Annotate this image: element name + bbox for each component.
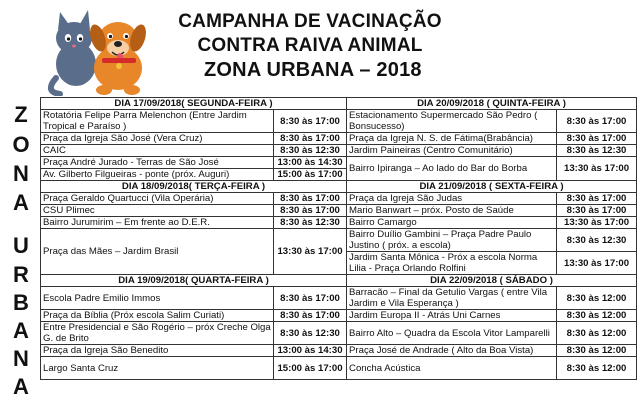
time-cell: 8:30 às 17:00 <box>274 287 347 310</box>
day-header-row <box>41 275 637 287</box>
vertical-zona-urbana-label <box>6 100 36 400</box>
time-cell: 8:30 às 12:00 <box>557 310 637 322</box>
title-line-1: CAMPANHA DE VACINAÇÃO <box>178 11 442 32</box>
time-cell: 8:30 às 12:30 <box>274 217 347 229</box>
time-cell: 15:00 às 17:00 <box>274 357 347 380</box>
place-text: Jardim Santa Mônica - Próx a escola Norma Lilia - Praça Orlando Rolfini <box>349 252 538 274</box>
side-letter: R <box>13 262 29 287</box>
place-cell <box>347 252 557 275</box>
side-letter: O <box>12 132 30 157</box>
table-row <box>41 310 637 322</box>
place-cell: Concha Acústica <box>347 357 557 380</box>
place-cell: Praça da Bíblia (Próx escola Salim Curiati) <box>41 310 274 322</box>
side-letter: N <box>13 161 29 186</box>
place-cell <box>347 229 557 252</box>
side-letter: A <box>13 190 29 215</box>
place-cell: CSU Plimec <box>41 205 274 217</box>
title-line-3: ZONA URBANA – 2018 <box>204 59 422 81</box>
day-header: DIA 22/09/2018 ( SÁBADO ) <box>347 275 637 287</box>
day-header-row <box>41 181 637 193</box>
place-cell: Escola Padre Emilio Immos <box>41 287 274 310</box>
table-row <box>41 229 637 252</box>
place-cell: Praça José de Andrade ( Alto da Boa Vista) <box>347 345 557 357</box>
time-cell: 13:00 às 14:30 <box>274 345 347 357</box>
time-cell: 8:30 às 12:00 <box>557 322 637 345</box>
place-text: Rotatória Felipe Parra Melenchon (Entre Jardim Tropical e Paraíso ) <box>43 110 247 132</box>
place-cell: Largo Santa Cruz <box>41 357 274 380</box>
table-row <box>41 357 637 380</box>
time-cell: 8:30 às 12:30 <box>557 229 637 252</box>
place-cell: Av. Gilberto Filgueiras - ponte (próx. Auguri) <box>41 169 274 181</box>
place-cell: Jardim Europa II - Atrás Uni Carnes <box>347 310 557 322</box>
day-header: DIA 17/09/2018( SEGUNDA-FEIRA ) <box>41 98 347 110</box>
side-letter: B <box>13 290 29 315</box>
time-cell: 13:30 às 17:00 <box>557 217 637 229</box>
time-cell: 15:00 às 17:00 <box>274 169 347 181</box>
place-text: Entre Presidencial e São Rogério – próx Creche Olga G. de Brito <box>43 322 271 344</box>
table-row <box>41 205 637 217</box>
table-row <box>41 157 637 169</box>
time-cell: 8:30 às 17:00 <box>274 193 347 205</box>
side-letter: U <box>13 233 29 258</box>
day-header-row <box>41 98 637 110</box>
time-cell: 8:30 às 17:00 <box>274 310 347 322</box>
place-cell <box>41 322 274 345</box>
place-text: Estacionamento Supermercado São Pedro ( Bonsucesso) <box>349 110 538 132</box>
day-header: DIA 20/09/2018 ( QUINTA-FEIRA ) <box>347 98 637 110</box>
time-cell: 8:30 às 12:30 <box>274 145 347 157</box>
table-row <box>41 133 637 145</box>
time-cell: 8:30 às 17:00 <box>274 110 347 133</box>
time-cell: 8:30 às 17:00 <box>557 193 637 205</box>
place-cell: Bairro Ipiranga – Ao lado do Bar do Borba <box>347 157 557 181</box>
place-cell: Mario Banwart – próx. Posto de Saúde <box>347 205 557 217</box>
day-header: DIA 21/09/2018 ( SEXTA-FEIRA ) <box>347 181 637 193</box>
table-row <box>41 193 637 205</box>
place-cell: Praça da Igreja São Benedito <box>41 345 274 357</box>
table-row <box>41 110 637 133</box>
place-cell: Praça das Mães – Jardim Brasil <box>41 229 274 275</box>
table-row <box>41 217 637 229</box>
table-row <box>41 322 637 345</box>
title-line-2: CONTRA RAIVA ANIMAL <box>197 35 423 56</box>
place-cell <box>347 322 557 345</box>
vaccination-schedule-table <box>40 97 637 380</box>
place-cell: Bairro Jurumirim – Em frente ao D.E.R. <box>41 217 274 229</box>
time-cell: 8:30 às 12:30 <box>557 145 637 157</box>
place-cell: Jardim Paineiras (Centro Comunitário) <box>347 145 557 157</box>
time-cell: 8:30 às 12:30 <box>274 322 347 345</box>
place-cell: CAIC <box>41 145 274 157</box>
time-cell: 8:30 às 12:00 <box>557 345 637 357</box>
place-cell: Praça da Igreja São José (Vera Cruz) <box>41 133 274 145</box>
side-letter: Z <box>14 102 28 127</box>
place-cell: Bairro Camargo <box>347 217 557 229</box>
table-row <box>41 345 637 357</box>
time-cell: 13:30 às 17:00 <box>557 252 637 275</box>
place-text: Bairro Duílio Gambini – Praça Padre Paulo Justino ( próx. a escola) <box>349 229 532 251</box>
time-cell: 13:30 às 17:00 <box>557 157 637 181</box>
side-letter: N <box>13 346 29 371</box>
table-row <box>41 287 637 310</box>
place-cell <box>41 110 274 133</box>
day-header: DIA 18/09/2018( TERÇA-FEIRA ) <box>41 181 347 193</box>
page-header <box>0 0 640 96</box>
place-cell: Praça André Jurado - Terras de São José <box>41 157 274 169</box>
place-text: Barracão – Final da Getulio Vargas ( entre Vila Jardim e Vila Esperança ) <box>349 287 548 309</box>
time-cell: 8:30 às 17:00 <box>557 205 637 217</box>
time-cell: 8:30 às 17:00 <box>557 133 637 145</box>
time-cell: 8:30 às 12:00 <box>557 357 637 380</box>
place-cell: Praça da Igreja N. S. de Fátima(Brabância) <box>347 133 557 145</box>
time-cell: 8:30 às 17:00 <box>557 110 637 133</box>
place-cell: Praça da Igreja São Judas <box>347 193 557 205</box>
place-cell <box>347 287 557 310</box>
place-cell: Praça Geraldo Quartucci (Vila Operária) <box>41 193 274 205</box>
time-cell: 8:30 às 12:00 <box>557 287 637 310</box>
table-row <box>41 145 637 157</box>
day-header: DIA 19/09/2018( QUARTA-FEIRA ) <box>41 275 347 287</box>
side-letter: A <box>13 318 29 343</box>
place-cell <box>347 110 557 133</box>
time-cell: 13:30 às 17:00 <box>274 229 347 275</box>
time-cell: 8:30 às 17:00 <box>274 205 347 217</box>
time-cell: 13:00 às 14:30 <box>274 157 347 169</box>
title-block <box>160 10 460 82</box>
dog-and-cat-icon <box>46 8 154 96</box>
place-text: Bairro Alto – Quadra da Escola Vitor Lamparelli <box>349 327 550 339</box>
time-cell: 8:30 às 17:00 <box>274 133 347 145</box>
side-letter: A <box>13 374 29 399</box>
